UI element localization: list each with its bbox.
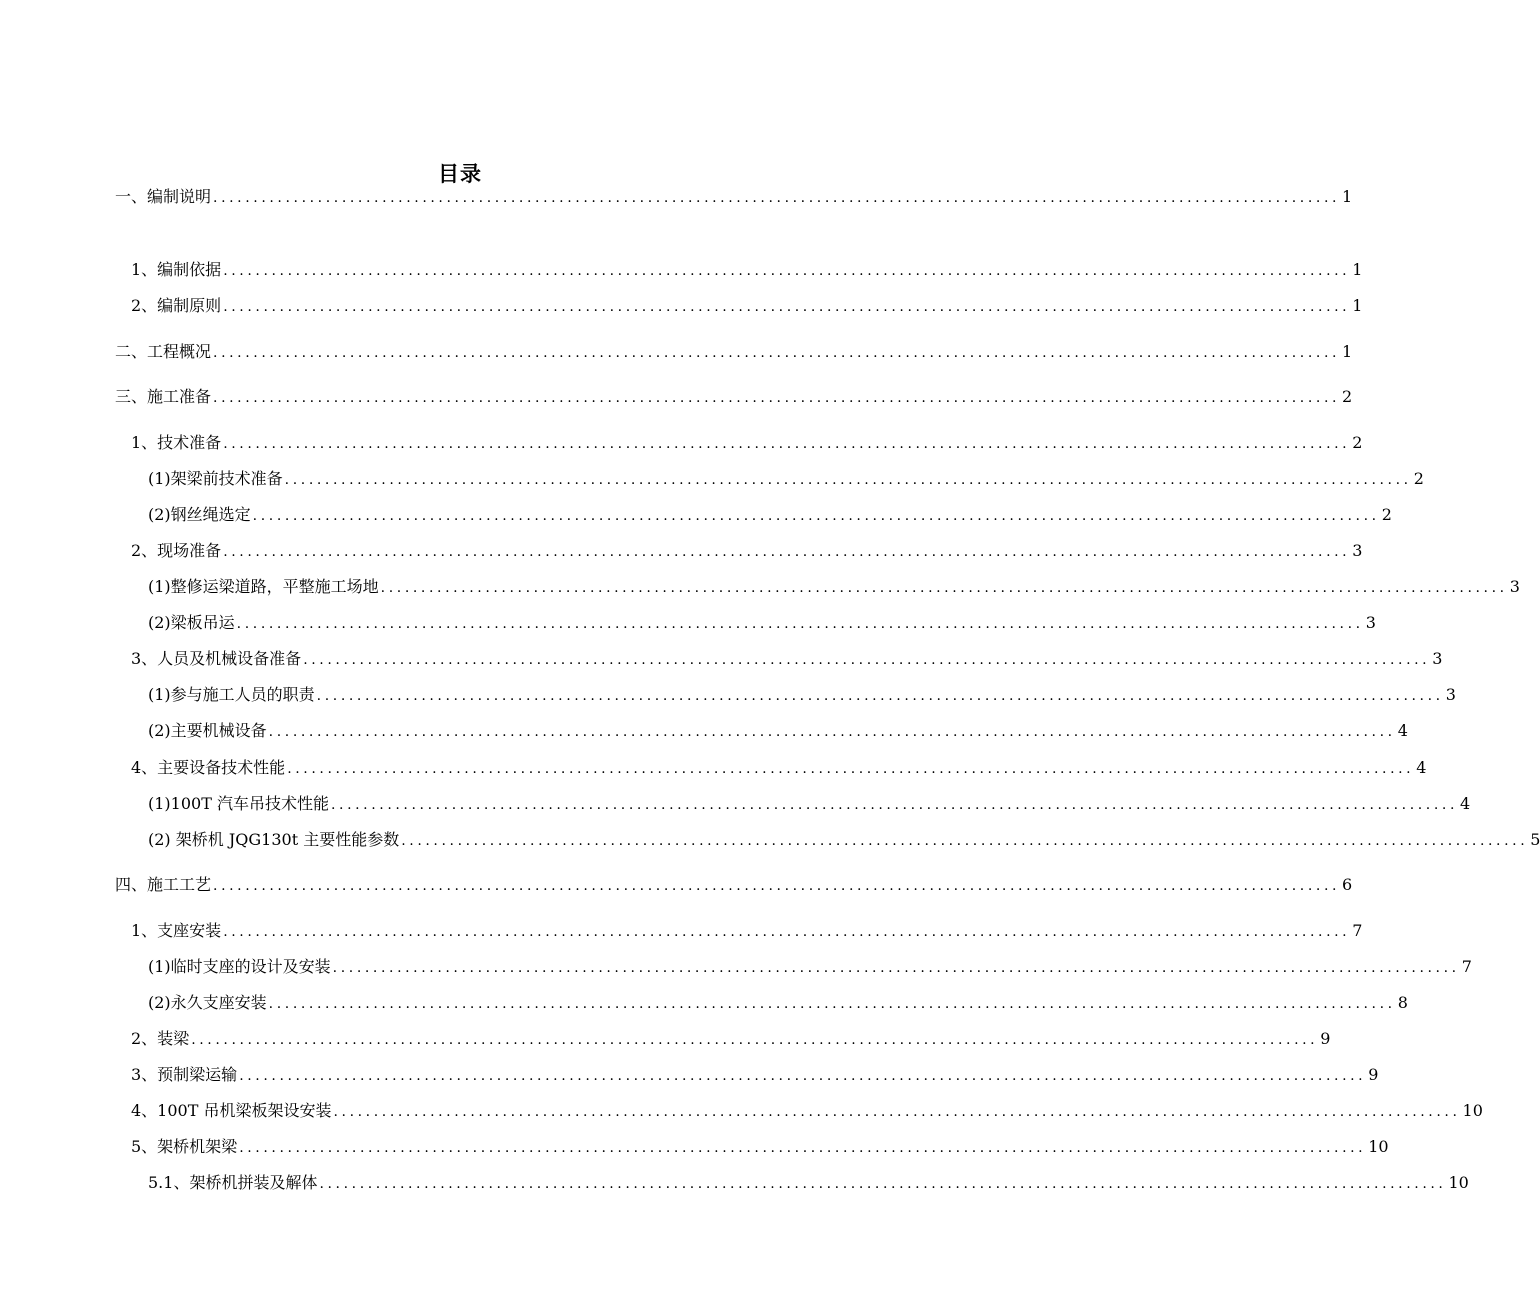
toc-entry-page: 5 bbox=[1530, 830, 1540, 849]
toc-leader-dots: ............................................................................................................................................ bbox=[319, 1176, 1447, 1192]
toc-entry[interactable] bbox=[0, 466, 1424, 492]
toc-entry[interactable] bbox=[0, 1026, 1331, 1052]
toc-entry[interactable] bbox=[0, 718, 1408, 744]
toc-entry[interactable] bbox=[0, 682, 1456, 708]
toc-entry-page: 3 bbox=[1509, 577, 1520, 596]
toc-leader-dots: ............................................................................................................................................ bbox=[268, 996, 1396, 1012]
toc-leader-dots: ............................................................................................................................................ bbox=[191, 1032, 1319, 1048]
toc-entry-page: 7 bbox=[1461, 957, 1472, 976]
toc-entry-label: 5、架桥机架梁 bbox=[131, 1137, 238, 1156]
toc-leader-dots: ............................................................................................................................................ bbox=[213, 390, 1341, 406]
toc-entry-label: 2、编制原则 bbox=[131, 296, 222, 315]
toc-leader-dots: ............................................................................................................................................ bbox=[213, 878, 1341, 894]
toc-entry[interactable] bbox=[0, 184, 1353, 210]
toc-leader-dots: ............................................................................................................................................ bbox=[268, 724, 1396, 740]
toc-entry-label: 5.1、架桥机拼装及解体 bbox=[148, 1173, 318, 1192]
toc-entry-page: 7 bbox=[1352, 921, 1363, 940]
toc-leader-dots: ............................................................................................................................................ bbox=[333, 1104, 1461, 1120]
toc-leader-dots: ............................................................................................................................................ bbox=[236, 616, 1364, 632]
toc-entry[interactable] bbox=[0, 1098, 1483, 1124]
toc-entry[interactable] bbox=[0, 646, 1443, 672]
toc-entry-label: (1)100T 汽车吊技术性能 bbox=[148, 794, 329, 813]
toc-leader-dots: ............................................................................................................................................ bbox=[330, 797, 1458, 813]
toc-entry[interactable] bbox=[0, 384, 1353, 410]
toc-entry-page: 9 bbox=[1368, 1065, 1379, 1084]
toc-leader-dots: ............................................................................................................................................ bbox=[213, 190, 1341, 206]
toc-entry[interactable] bbox=[0, 1170, 1469, 1196]
toc-entry[interactable] bbox=[0, 430, 1363, 456]
toc-entry-page: 8 bbox=[1397, 993, 1408, 1012]
toc-entry-label: 2、装梁 bbox=[131, 1029, 190, 1048]
toc-entry-page: 3 bbox=[1445, 685, 1456, 704]
toc-entry-label: (2)梁板吊运 bbox=[148, 613, 235, 632]
toc-leader-dots: ............................................................................................................................................ bbox=[287, 761, 1415, 777]
toc-leader-dots: ............................................................................................................................................ bbox=[239, 1068, 1367, 1084]
toc-entry-page: 9 bbox=[1320, 1029, 1331, 1048]
toc-entry[interactable] bbox=[0, 990, 1408, 1016]
toc-entry-page: 3 bbox=[1432, 649, 1443, 668]
toc-entry-page: 6 bbox=[1342, 875, 1353, 894]
toc-entry-label: (2)钢丝绳选定 bbox=[148, 505, 251, 524]
toc-entry-label: 2、现场准备 bbox=[131, 541, 222, 560]
toc-entry-label: 三、施工准备 bbox=[115, 387, 212, 406]
toc-entry-page: 1 bbox=[1352, 296, 1363, 315]
toc-entry[interactable] bbox=[0, 872, 1353, 898]
toc-entry-page: 2 bbox=[1413, 469, 1424, 488]
toc-entry[interactable] bbox=[0, 339, 1353, 365]
toc-entry[interactable] bbox=[0, 827, 1540, 853]
toc-leader-dots: ............................................................................................................................................ bbox=[316, 688, 1444, 704]
toc-entry-label: (2)主要机械设备 bbox=[148, 721, 267, 740]
toc-entry-page: 4 bbox=[1416, 758, 1427, 777]
toc-leader-dots: ............................................................................................................................................ bbox=[252, 508, 1380, 524]
toc-entry[interactable] bbox=[0, 1134, 1389, 1160]
toc-entry-label: 4、100T 吊机梁板架设安装 bbox=[131, 1101, 332, 1120]
toc-leader-dots: ............................................................................................................................................ bbox=[223, 924, 1351, 940]
toc-leader-dots: ............................................................................................................................................ bbox=[223, 544, 1351, 560]
toc-entry[interactable] bbox=[0, 574, 1520, 600]
toc-entry-label: 4、主要设备技术性能 bbox=[131, 758, 286, 777]
toc-entry-label: 3、人员及机械设备准备 bbox=[131, 649, 302, 668]
toc-entry-label: (1)临时支座的设计及安装 bbox=[148, 957, 331, 976]
toc-entry-page: 3 bbox=[1365, 613, 1376, 632]
toc-entry[interactable] bbox=[0, 1062, 1379, 1088]
toc-entry-label: 1、支座安装 bbox=[131, 921, 222, 940]
toc-entry-page: 10 bbox=[1462, 1101, 1483, 1120]
toc-entry-page: 1 bbox=[1342, 342, 1353, 361]
toc-leader-dots: ............................................................................................................................................ bbox=[223, 436, 1351, 452]
toc-entry-label: 一、编制说明 bbox=[115, 187, 212, 206]
toc-entry-label: (1)整修运梁道路，平整施工场地 bbox=[148, 577, 379, 596]
toc-entry[interactable] bbox=[0, 954, 1472, 980]
toc-entry-page: 4 bbox=[1397, 721, 1408, 740]
toc-entry[interactable] bbox=[0, 502, 1392, 528]
toc-entry[interactable] bbox=[0, 293, 1363, 319]
toc-leader-dots: ............................................................................................................................................ bbox=[380, 580, 1508, 596]
toc-leader-dots: ............................................................................................................................................ bbox=[401, 833, 1529, 849]
toc-entry[interactable] bbox=[0, 755, 1427, 781]
toc-leader-dots: ............................................................................................................................................ bbox=[223, 299, 1351, 315]
toc-leader-dots: ............................................................................................................................................ bbox=[303, 652, 1431, 668]
toc-entry[interactable] bbox=[0, 918, 1363, 944]
toc-entry[interactable] bbox=[0, 257, 1363, 283]
toc-entry-page: 4 bbox=[1460, 794, 1471, 813]
toc-entry[interactable] bbox=[0, 538, 1363, 564]
toc-leader-dots: ............................................................................................................................................ bbox=[213, 345, 1341, 361]
toc-entry-label: 二、工程概况 bbox=[115, 342, 212, 361]
toc-entry-page: 1 bbox=[1342, 187, 1353, 206]
toc-leader-dots: ............................................................................................................................................ bbox=[284, 472, 1412, 488]
toc-entry-page: 2 bbox=[1342, 387, 1353, 406]
toc-entry-label: (2)永久支座安装 bbox=[148, 993, 267, 1012]
toc-entry-label: (1)参与施工人员的职责 bbox=[148, 685, 315, 704]
toc-entry-label: (2) 架桥机 JQG130t 主要性能参数 bbox=[148, 830, 400, 849]
toc-leader-dots: ............................................................................................................................................ bbox=[332, 960, 1460, 976]
toc-entry-page: 10 bbox=[1448, 1173, 1469, 1192]
toc-entry-label: 3、预制梁运输 bbox=[131, 1065, 238, 1084]
toc-leader-dots: ............................................................................................................................................ bbox=[239, 1140, 1367, 1156]
toc-entry-page: 2 bbox=[1352, 433, 1363, 452]
toc-leader-dots: ............................................................................................................................................ bbox=[223, 263, 1351, 279]
toc-entry-label: 1、技术准备 bbox=[131, 433, 222, 452]
toc-entry-label: 四、施工工艺 bbox=[115, 875, 212, 894]
toc-title: 目录 bbox=[438, 162, 482, 186]
toc-entry-label: 1、编制依据 bbox=[131, 260, 222, 279]
toc-entry[interactable] bbox=[0, 610, 1376, 636]
toc-entry-page: 1 bbox=[1352, 260, 1363, 279]
toc-entry-page: 2 bbox=[1381, 505, 1392, 524]
toc-entry-page: 10 bbox=[1368, 1137, 1389, 1156]
toc-entry[interactable] bbox=[0, 791, 1471, 817]
toc-entry-page: 3 bbox=[1352, 541, 1363, 560]
toc-entry-label: (1)架梁前技术准备 bbox=[148, 469, 283, 488]
